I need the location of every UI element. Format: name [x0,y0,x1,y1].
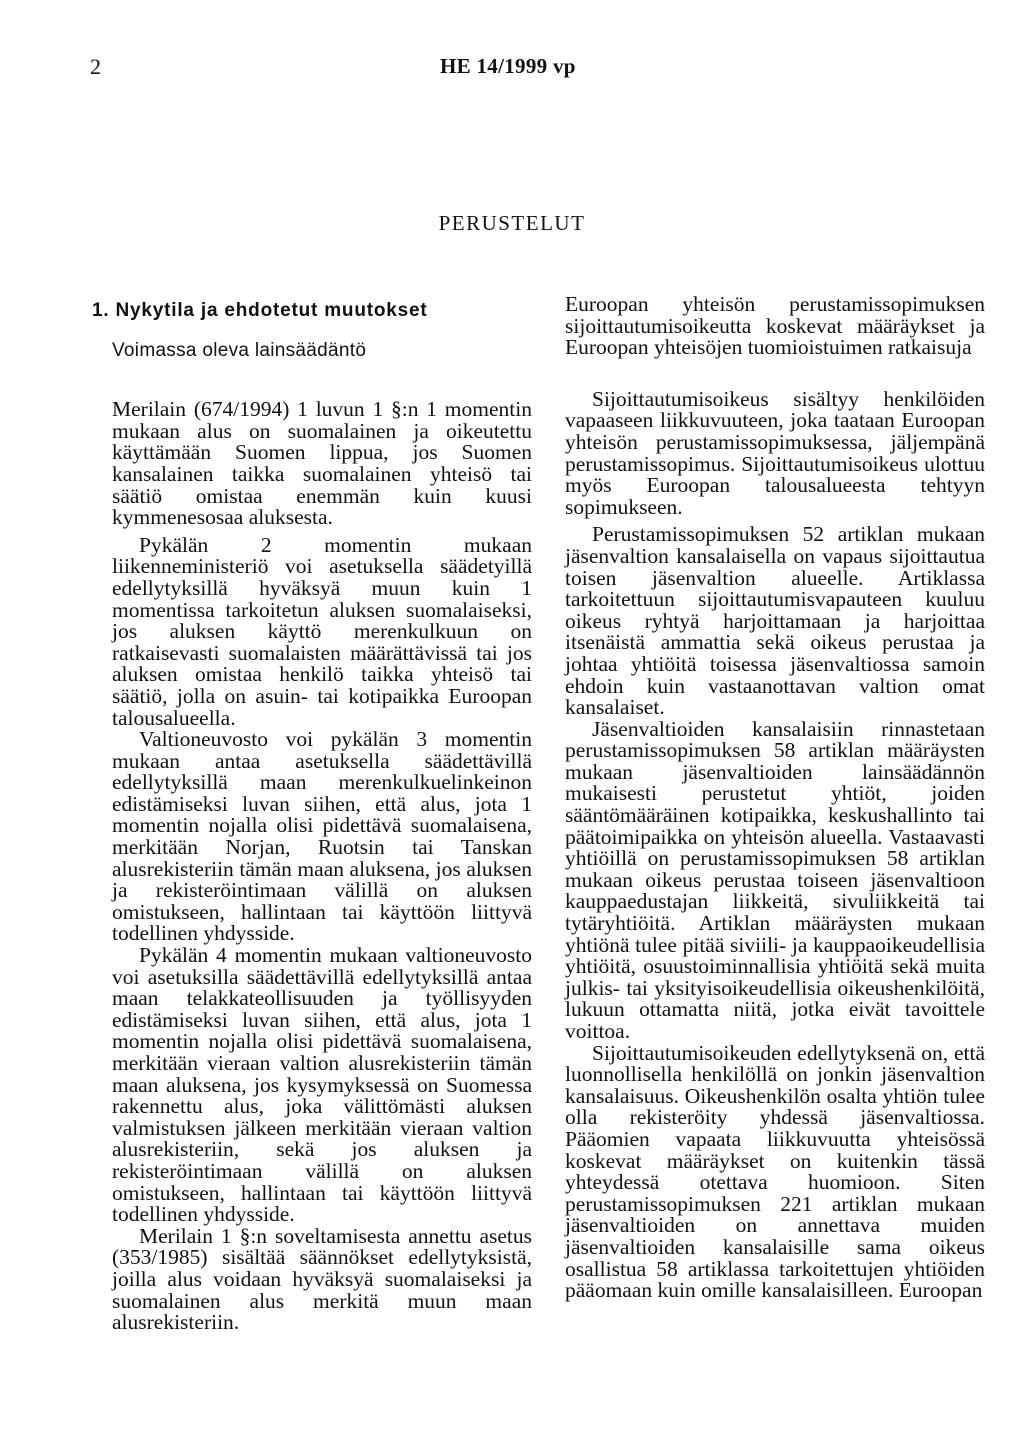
paragraph: Pykälän 4 momentin mukaan valtioneuvosto voi asetuksilla säädettävillä edellytyksillä antaa maan telakkateollisuuden ja työllisyyden edistämiseksi luvan siihen, että alus, jota 1 momentin nojalla olisi pidettävä suomalaisena, merkitään vieraan valtion alusrekisteriin tämän maan aluksena, jos kysymyksessä on Suomessa rakennettu alus, joka välittömästi aluksen valmistuksen jälkeen merkitään vieraan valtion alusrekisteriin, sekä jos aluksen ja rekisteröintimaan välillä on aluksen omistukseen, hallintaan tai käyttöön liittyvä todellinen yhdysside. [112,943,532,1227]
paragraph: Merilain 1 §:n soveltamisesta annettu asetus (353/1985) sisältää säännökset edellytyksistä, joilla alus voidaan hyväksyä suomalaiseksi ja suomalainen alus merkitä muun maan alusrekisteriin. [112,1223,532,1335]
right-column [565,294,985,1302]
paragraph: Sijoittautumisoikeuden edellytyksenä on, että luonnollisella henkilöllä on jonkin jäsenvaltion kansalaisuus. Oikeushenkilön osalta yhtiön tulee olla rekisteröity yhdessä jäsenvaltiossa. Pääomien vapaata liikkuvuutta yhteisössä koskevat määräykset on kuitenkin tässä yhteydessä otettava huomioon. Siten perustamissopimuksen 221 artiklan mukaan jäsenvaltioiden on annettava muiden jäsenvaltioiden kansalaisille sama oikeus osallistua 58 artiklassa tarkoitettujen yhtiöiden pääomaan kuin omille kansalaisilleen. Euroopan [565,1040,985,1303]
paragraph: Sijoittautumisoikeus sisältyy henkilöiden vapaaseen liikkuvuuteen, joka taataan Euroopan yhteisön perustamissopimuksessa, jäljempänä perustamissopimus. Sijoittautumisoikeus ulottuu myös Euroopan talousalueesta tehtyyn sopimukseen. [565,386,985,519]
section-title: PERUSTELUT [438,211,586,235]
paragraph: Valtioneuvosto voi pykälän 3 momentin mukaan antaa asetuksella säädettävillä edellytyksillä maan merenkulkuelinkeinon edistämiseksi luvan siihen, että alus, jota 1 momentin nojalla olisi pidettävä suomalaisena, merkitään Norjan, Ruotsin tai Tanskan alusrekisteriin tämän maan aluksena, jos aluksen ja rekisteröintimaan välillä on aluksen omistukseen, hallintaan tai käyttöön liittyvä todellinen yhdysside. [112,727,532,946]
paragraph: Pykälän 2 momentin mukaan liikenneministeriö voi asetuksella säädetyillä edellytyksillä hyväksyä muun kuin 1 momentissa tarkoitetun aluksen suomalaiseksi, jos aluksen käyttö merenkulkuun on ratkaisevasti suomalaisten määrättävissä tai jos aluksen omistaa henkilö taikka yhteisö tai säätiö, jolla on asuin- tai kotipaikka Euroopan talousalueella. [112,532,532,730]
document-id: HE 14/1999 vp [440,54,576,78]
left-column [92,294,532,1335]
page-number: 2 [90,54,101,79]
subheading: Voimassa oleva lainsäädäntö [112,339,367,361]
chapter-heading: 1. Nykytila ja ehdotetut muutokset [92,300,428,321]
paragraph: Merilain (674/1994) 1 luvun 1 §:n 1 momentin mukaan alus on suomalainen ja oikeutettu käyttämään Suomen lippua, jos Suomen kansalainen taikka suomalainen yhteisö tai säätiö omistaa enemmän kuin kuusi kymmenesosaa aluksesta. [112,397,532,530]
paragraph: Jäsenvaltioiden kansalaisiin rinnastetaan perustamissopimuksen 58 artiklan määräysten mukaan jäsenvaltioiden lainsäädännön mukaisesti perustetut yhtiöt, joiden sääntömääräinen kotipaikka, keskushallinto tai päätoimipaikka on yhteisön alueella. Vastaavasti yhtiöillä on perustamissopimuksen 58 artiklan mukaan oikeus perustaa toiseen jäsenvaltioon kauppaedustajan liikkeitä, sivuliikkeitä tai tytäryhtiöitä. Artiklan määräysten mukaan yhtiönä tulee pitää siviili- ja kauppaoikeudellisia yhtiöitä, osuustoiminnallisia yhtiöitä sekä muita julkis- tai yksityisoikeudellisia oikeushenkilöitä, lukuun ottamatta niitä, jotka eivät tavoittele voittoa. [565,716,985,1043]
page-header [0,54,1024,94]
section-heading: Euroopan yhteisön perustamissopimuksen sijoittautumisoikeutta koskevat määräykset ja Euroopan yhteisöjen tuomioistuimen ratkaisuja [565,292,985,360]
paragraph: Perustamissopimuksen 52 artiklan mukaan jäsenvaltion kansalaisella on vapaus sijoittautua toisen jäsenvaltion alueelle. Artiklassa tarkoitettuun sijoittautumisvapauteen kuuluu oikeus ryhtyä harjoittamaan ja harjoittaa itsenäistä ammattia sekä oikeus perustaa ja johtaa yhtiöitä toisessa jäsenvaltiossa samoin ehdoin kuin vastaanottavan valtion omat kansalaiset. [565,522,985,720]
